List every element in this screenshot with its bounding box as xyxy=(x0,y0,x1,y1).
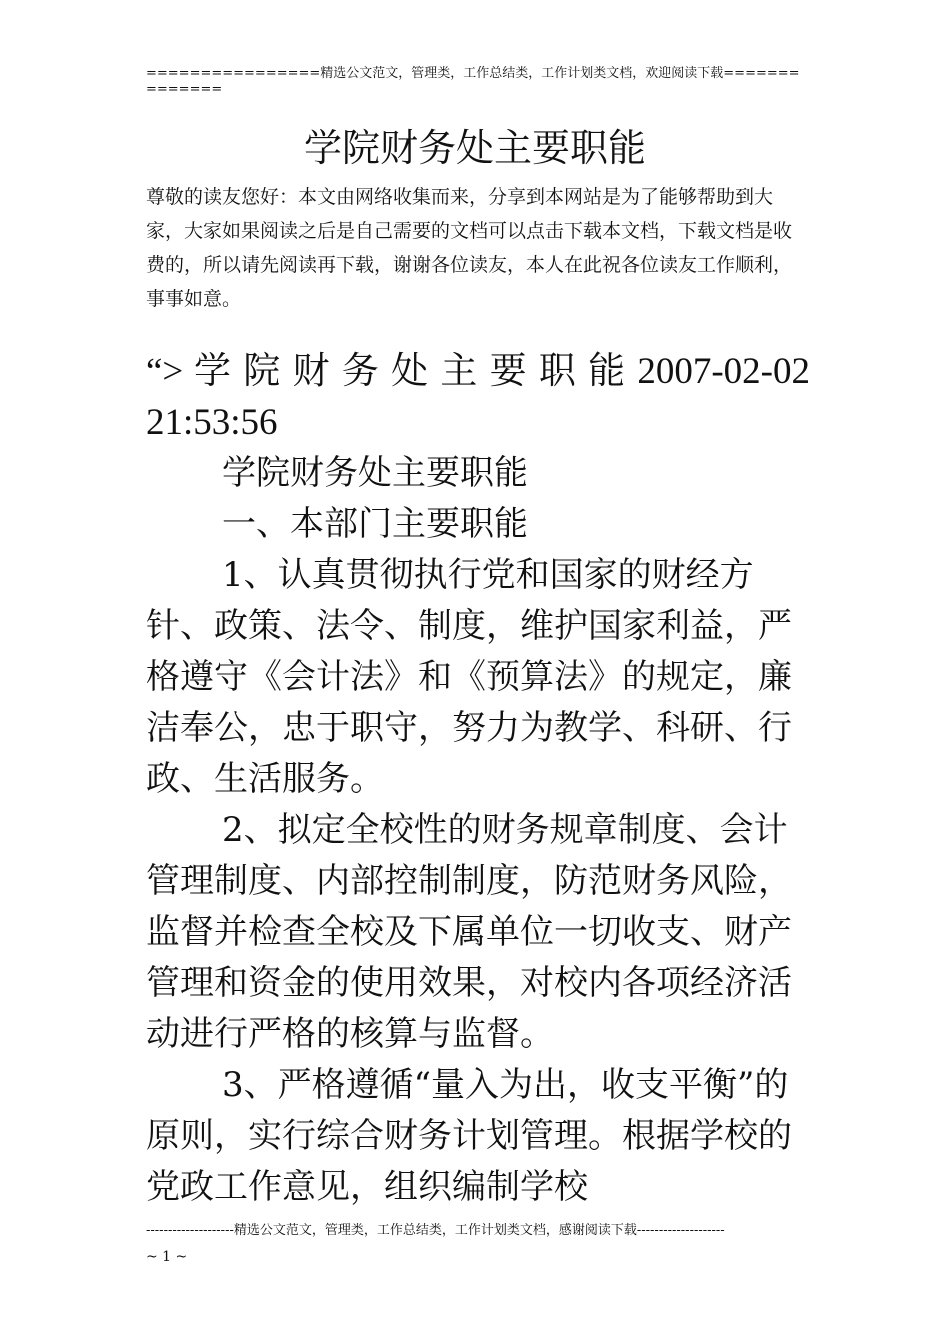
paragraph-item-1: 1、认真贯彻执行党和国家的财经方针、政策、法令、制度，维护国家利益，严格遵守《会计法》和《预算法》的规定，廉洁奉公，忠于职守，努力为教学、科研、行政、生活服务。 xyxy=(146,555,792,799)
body-subtitle: 学院财务处主要职能 xyxy=(222,453,528,493)
page-header: ================精选公文范文，管理类，工作总结类，工作计划类文档，欢迎阅读下载============== xyxy=(146,66,800,97)
document-title: 学院财务处主要职能 xyxy=(303,126,646,170)
reader-notice: 尊敬的读友您好：本文由网络收集而来，分享到本网站是为了能够帮助到大家，大家如果阅读之后是自己需要的文档可以点击下载本文档，下载文档是收费的，所以请先阅读再下载，谢谢各位读友，本人在此祝各位读友工作顺利，事事如意。 xyxy=(146,186,793,310)
dateline: “> 学 院 财 务 处 主 要 职 能 2007-02-02 21:53:56 xyxy=(146,351,810,443)
page-footer: --------------------精选公文范文，管理类，工作总结类，工作计划类文档，感谢阅读下载-------------------- xyxy=(146,1223,725,1238)
document-body xyxy=(146,346,810,1213)
page-number: ~ 1 ~ xyxy=(146,1249,188,1265)
paragraph-item-2: 2、拟定全校性的财务规章制度、会计管理制度、内部控制制度，防范财务风险，监督并检查全校及下属单位一切收支、财产管理和资金的使用效果，对校内各项经济活动进行严格的核算与监督。 xyxy=(146,810,792,1054)
section-heading: 一、本部门主要职能 xyxy=(222,504,528,544)
paragraph-item-3: 3、严格遵循“量入为出，收支平衡”的原则，实行综合财务计划管理。根据学校的党政工作意见，组织编制学校 xyxy=(146,1065,792,1207)
